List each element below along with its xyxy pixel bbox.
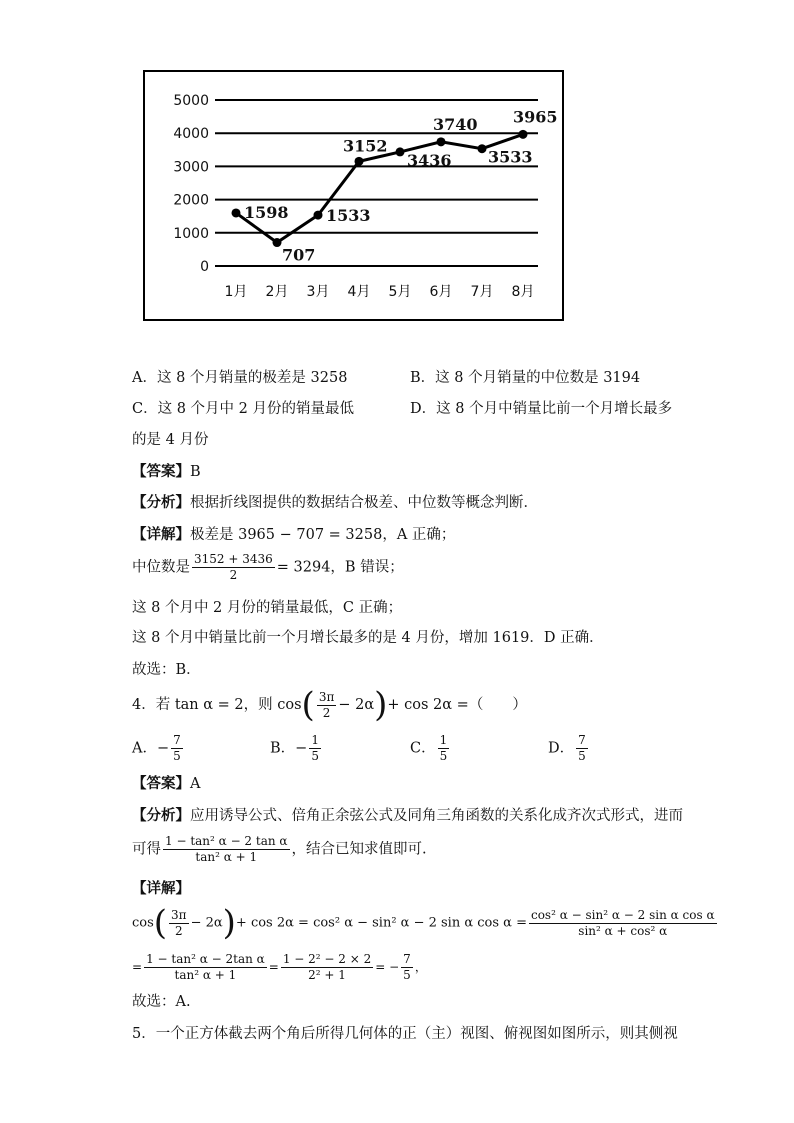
d1-pre: cos bbox=[132, 915, 154, 931]
x-tick-label: 6月 bbox=[429, 284, 453, 300]
d2-frac3 bbox=[401, 952, 413, 983]
option-den: 5 bbox=[173, 749, 181, 763]
data-point bbox=[437, 137, 446, 146]
option-frac bbox=[171, 733, 183, 764]
answer-tag: 【答案】 bbox=[132, 463, 190, 480]
q4-option-c bbox=[410, 733, 451, 764]
data-label: 1598 bbox=[244, 202, 289, 222]
data-point bbox=[314, 211, 323, 220]
analysis2-pre: 可得 bbox=[132, 841, 161, 858]
y-tick-label: 2000 bbox=[173, 192, 209, 209]
x-tick-label: 2月 bbox=[265, 284, 289, 300]
data-label: 1533 bbox=[326, 206, 371, 226]
sales-line-chart bbox=[143, 70, 564, 321]
data-point bbox=[478, 144, 487, 153]
median-pre: 中位数是 bbox=[132, 559, 190, 576]
q4-stem-inner-post: − 2α bbox=[338, 697, 375, 713]
q4-answer bbox=[132, 774, 200, 794]
q5-stem: 5．一个正方体截去两个角后所得几何体的正（主）视图、俯视图如图所示，则其侧视 bbox=[132, 1026, 678, 1042]
x-tick-label: 8月 bbox=[511, 284, 535, 300]
d1-inner-den: 2 bbox=[174, 923, 183, 938]
analysis-tag: 【分析】 bbox=[132, 807, 190, 824]
analysis2-num: 1 − tan² α − 2 tan α bbox=[165, 834, 288, 848]
y-tick-label: 4000 bbox=[173, 126, 209, 143]
analysis2-frac bbox=[163, 834, 290, 865]
d2-f2-den: 2² + 1 bbox=[308, 968, 346, 982]
data-point bbox=[232, 208, 241, 217]
q4-stem-num: 3π bbox=[318, 689, 335, 704]
q3-line-c: 这 8 个月中 2 月份的销量最低，C 正确； bbox=[132, 600, 403, 616]
d1-frac-den: sin² α + cos² α bbox=[578, 923, 668, 938]
option-frac bbox=[438, 733, 450, 764]
q4-analysis-cont bbox=[132, 834, 427, 865]
d2-f1-num: 1 − tan² α − 2tan α bbox=[146, 952, 265, 966]
y-tick-label: 5000 bbox=[173, 93, 209, 109]
d2-eq2: = bbox=[268, 960, 279, 974]
option-label: D． bbox=[548, 740, 575, 757]
right-paren: ) bbox=[374, 685, 388, 725]
analysis2-den: tan² α + 1 bbox=[195, 850, 258, 864]
option-num: 7 bbox=[173, 733, 181, 747]
analysis-text: 根据折线图提供的数据结合极差、中位数等概念判断． bbox=[190, 495, 538, 511]
answer-tag: 【答案】 bbox=[132, 775, 190, 792]
option-den: 5 bbox=[578, 749, 586, 763]
median-den: 2 bbox=[229, 568, 238, 582]
data-label: 3533 bbox=[488, 147, 533, 167]
q3-answer bbox=[132, 462, 201, 482]
option-num: 1 bbox=[311, 733, 319, 747]
d1-frac bbox=[529, 908, 717, 939]
answer-value: B bbox=[190, 464, 201, 480]
y-tick-label: 0 bbox=[200, 259, 209, 275]
d2-frac2 bbox=[281, 952, 373, 983]
d1-inner-post: − 2α bbox=[190, 915, 223, 931]
analysis-text: 应用诱导公式、倍角正余弦公式及同角三角函数的关系化成齐次式形式，进而 bbox=[190, 808, 683, 824]
q3-detail bbox=[132, 525, 455, 545]
option-label: B．− bbox=[270, 740, 308, 757]
q3-option-d: D．这 8 个月中销量比前一个月增长最多 bbox=[410, 401, 673, 417]
q4-stem-post: + cos 2α =（ ） bbox=[387, 697, 527, 713]
d1-inner-frac bbox=[169, 908, 189, 939]
answer-value: A bbox=[190, 776, 201, 792]
d1-inner-num: 3π bbox=[171, 907, 187, 922]
q3-option-c: C．这 8 个月中 2 月份的销量最低 bbox=[132, 401, 354, 417]
option-frac bbox=[309, 733, 321, 764]
data-point bbox=[273, 238, 282, 247]
data-label: 707 bbox=[282, 245, 316, 265]
d1-mid: + cos 2α = cos² α − sin² α − 2 sin α cos α = bbox=[235, 915, 527, 931]
option-den: 5 bbox=[311, 749, 319, 763]
d2-f2-num: 1 − 2² − 2 × 2 bbox=[282, 952, 372, 966]
q4-option-d bbox=[548, 733, 590, 764]
q4-option-b bbox=[270, 733, 323, 764]
x-tick-label: 1月 bbox=[224, 284, 248, 300]
d2-eq: = bbox=[132, 960, 143, 974]
y-tick-label: 1000 bbox=[173, 225, 209, 242]
y-tick-label: 3000 bbox=[173, 159, 209, 176]
x-tick-label: 3月 bbox=[306, 284, 330, 300]
q4-stem-den: 2 bbox=[322, 705, 331, 720]
analysis2-post: ，结合已知求值即可. bbox=[291, 841, 427, 858]
data-label: 3740 bbox=[433, 114, 478, 134]
q4-option-a bbox=[132, 733, 185, 764]
option-label: A．− bbox=[132, 740, 170, 757]
d1-frac-num: cos² α − sin² α − 2 sin α cos α bbox=[530, 907, 715, 922]
detail-tag: 【详解】 bbox=[132, 526, 190, 543]
q4-stem-frac bbox=[317, 690, 337, 721]
q4-detail-line2 bbox=[132, 952, 427, 983]
x-tick-label: 4月 bbox=[347, 284, 371, 300]
d2-f1-den: tan² α + 1 bbox=[174, 968, 237, 982]
data-point bbox=[519, 130, 528, 139]
q3-option-b: B．这 8 个月销量的中位数是 3194 bbox=[410, 370, 641, 386]
x-tick-label: 5月 bbox=[388, 284, 412, 300]
x-tick-label: 7月 bbox=[470, 284, 494, 300]
option-label: C． bbox=[410, 740, 436, 757]
data-label: 3965 bbox=[513, 107, 558, 127]
q4-choice: 故选：A. bbox=[132, 994, 191, 1010]
q3-median-line bbox=[132, 552, 404, 583]
left-paren: ( bbox=[153, 903, 168, 943]
option-den: 5 bbox=[439, 749, 448, 763]
left-paren: ( bbox=[301, 685, 315, 725]
d2-post-pre: = − bbox=[375, 960, 400, 974]
data-point bbox=[396, 147, 405, 156]
median-num: 3152 + 3436 bbox=[194, 552, 273, 566]
option-frac bbox=[576, 733, 588, 764]
data-point bbox=[355, 157, 364, 166]
detail-text: 极差是 3965 − 707 = 3258，A 正确； bbox=[190, 527, 456, 543]
q3-analysis bbox=[132, 493, 538, 513]
option-num: 1 bbox=[439, 733, 448, 747]
detail-tag: 【详解】 bbox=[132, 880, 190, 897]
q3-option-a: A．这 8 个月销量的极差是 3258 bbox=[132, 370, 348, 386]
d2-frac1 bbox=[144, 952, 267, 983]
d2-f3-den: 5 bbox=[403, 968, 411, 982]
q3-choice: 故选：B． bbox=[132, 662, 201, 678]
q4-analysis bbox=[132, 806, 683, 826]
q4-detail-tag bbox=[132, 879, 190, 899]
data-label: 3436 bbox=[407, 150, 452, 170]
q4-stem bbox=[132, 685, 527, 725]
median-post: = 3294，B 错误； bbox=[276, 559, 404, 576]
d2-f3-num: 7 bbox=[403, 952, 411, 966]
right-paren: ) bbox=[222, 903, 236, 943]
analysis-tag: 【分析】 bbox=[132, 494, 190, 511]
q4-detail-line1 bbox=[132, 903, 719, 943]
median-fraction bbox=[192, 552, 275, 583]
d2-end: ， bbox=[414, 960, 427, 974]
option-num: 7 bbox=[578, 733, 586, 747]
q3-line-d: 这 8 个月中销量比前一个月增长最多的是 4 月份，增加 1619．D 正确． bbox=[132, 630, 604, 646]
q3-option-d-cont: 的是 4 月份 bbox=[132, 432, 209, 448]
q4-stem-pre: 4．若 tan α = 2，则 cos bbox=[132, 697, 302, 713]
data-label: 3152 bbox=[343, 136, 388, 156]
